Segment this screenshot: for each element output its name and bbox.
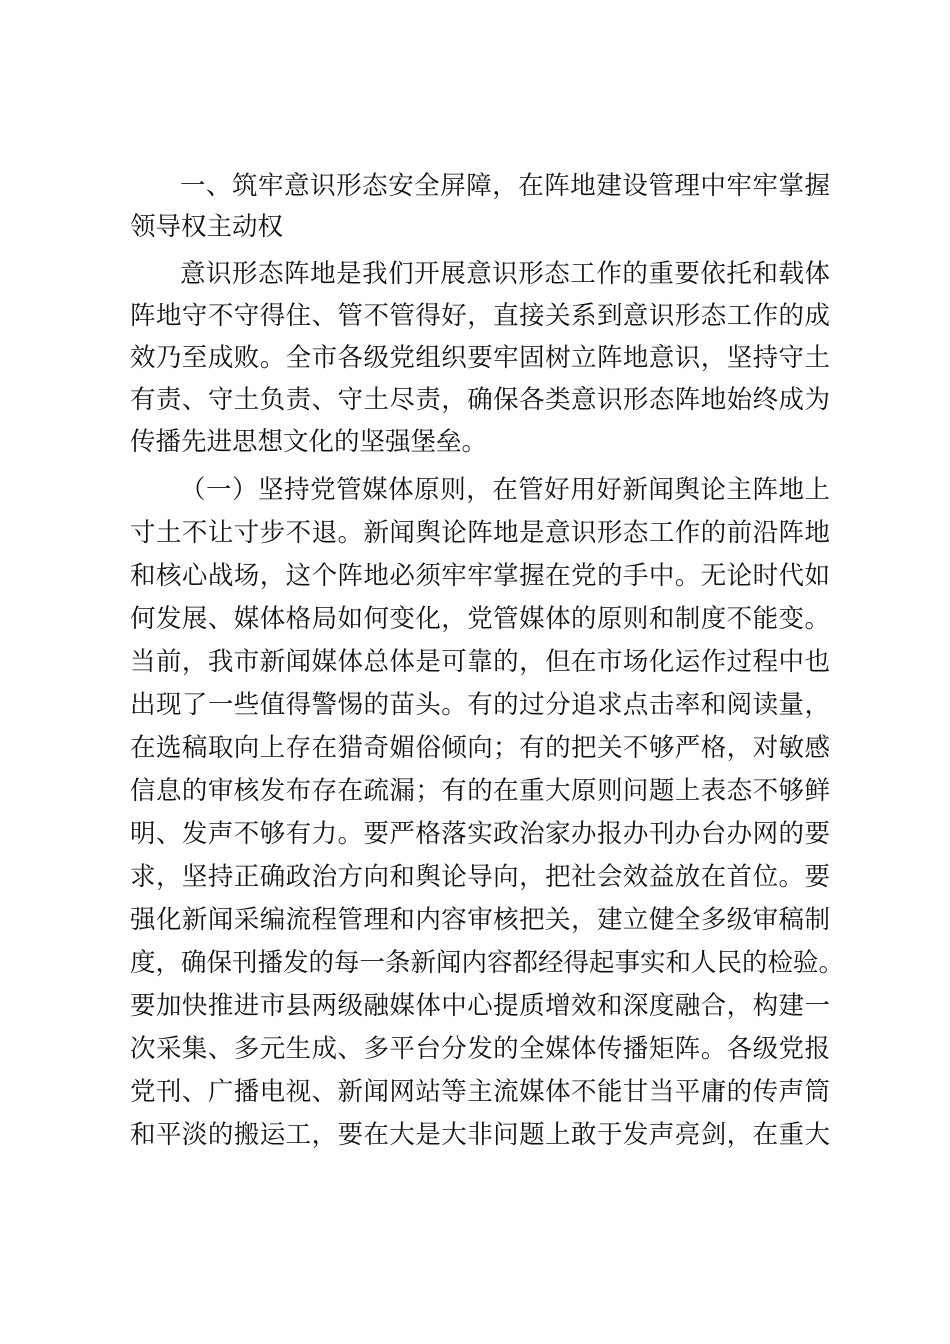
- paragraph-1-line-1: 意识形态阵地是我们开展意识形态工作的重要依托和载体: [180, 259, 830, 289]
- paragraph-1-line-4: 有责、守土负责、守土尽责，确保各类意识形态阵地始终成为: [130, 385, 830, 415]
- paragraph-1-line-2: 阵地守不守得住、管不管得好，直接关系到意识形态工作的成: [130, 301, 830, 331]
- paragraph-2-line-1: （一）坚持党管媒体原则，在管好用好新闻舆论主阵地上: [180, 475, 830, 505]
- paragraph-2-line-6: 出现了一些值得警惕的苗头。有的过分追求点击率和阅读量，: [130, 690, 830, 720]
- paragraph-2-line-8: 信息的审核发布存在疏漏；有的在重大原则问题上表态不够鲜: [130, 776, 830, 806]
- paragraph-2-line-15: 党刊、广播电视、新闻网站等主流媒体不能甘当平庸的传声筒: [130, 1077, 830, 1107]
- paragraph-1-line-5: 传播先进思想文化的坚强堡垒。: [130, 427, 488, 457]
- paragraph-2-line-10: 求，坚持正确政治方向和舆论导向，把社会效益放在首位。要: [130, 862, 830, 892]
- section-heading-line-2: 领导权主动权: [130, 212, 284, 242]
- paragraph-2-line-16: 和平淡的搬运工，要在大是大非问题上敢于发声亮剑，在重大: [130, 1120, 830, 1150]
- paragraph-2-line-11: 强化新闻采编流程管理和内容审核把关，建立健全多级审稿制: [130, 905, 830, 935]
- paragraph-2-line-13: 要加快推进市县两级融媒体中心提质增效和深度融合，构建一: [130, 991, 830, 1021]
- paragraph-2-line-3: 和核心战场，这个阵地必须牢牢掌握在党的手中。无论时代如: [130, 561, 830, 591]
- paragraph-2-line-2: 寸土不让寸步不退。新闻舆论阵地是意识形态工作的前沿阵地: [130, 518, 830, 548]
- paragraph-2-line-14: 次采集、多元生成、多平台分发的全媒体传播矩阵。各级党报: [130, 1034, 830, 1064]
- paragraph-2-line-5: 当前，我市新闻媒体总体是可靠的，但在市场化运作过程中也: [130, 647, 830, 677]
- paragraph-2-line-12: 度，确保刊播发的每一条新闻内容都经得起事实和人民的检验。: [130, 948, 845, 978]
- paragraph-2-line-4: 何发展、媒体格局如何变化，党管媒体的原则和制度不能变。: [130, 604, 830, 634]
- paragraph-2-line-9: 明、发声不够有力。要严格落实政治家办报办刊办台办网的要: [130, 819, 830, 849]
- section-heading-line-1: 一、筑牢意识形态安全屏障，在阵地建设管理中牢牢掌握: [180, 171, 830, 201]
- paragraph-1-line-3: 效乃至成败。全市各级党组织要牢固树立阵地意识，坚持守土: [130, 343, 830, 373]
- paragraph-2-line-7: 在选稿取向上存在猎奇媚俗倾向；有的把关不够严格，对敏感: [130, 733, 830, 763]
